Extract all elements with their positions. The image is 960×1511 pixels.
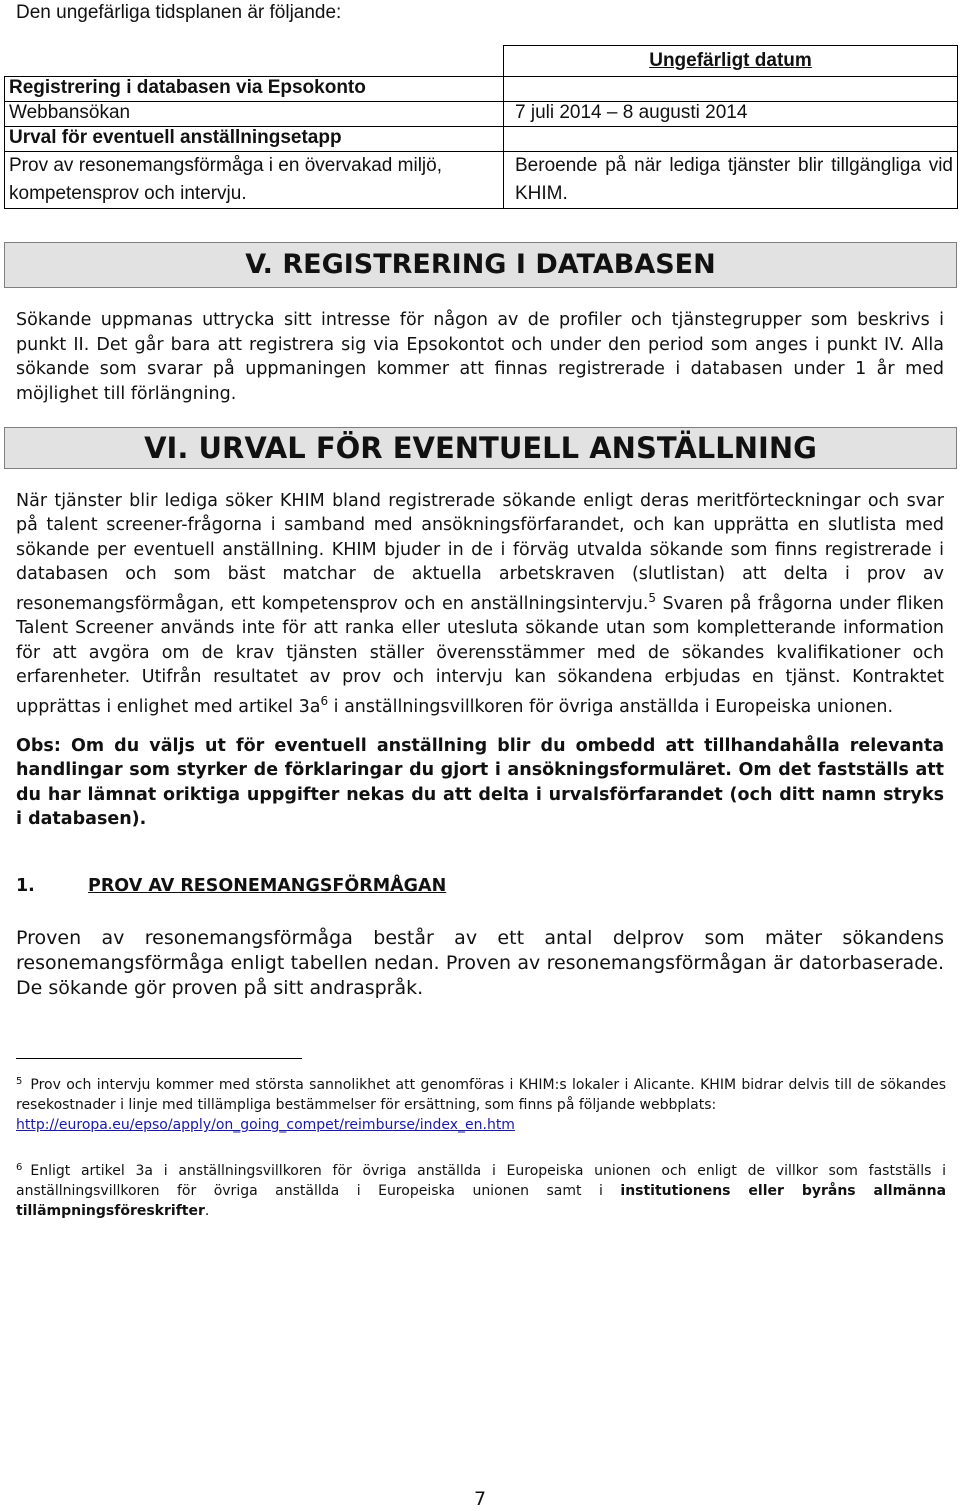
section-vi-text-part: i anställningsvillkoren för övriga anställda i Europeiska unionen. [328,697,894,718]
timeline-table [4,45,958,209]
subsection-heading [16,876,446,896]
timeline-header-row [5,46,958,77]
section-vi-text-part: När tjänster blir lediga söker KHIM bland registrerade sökande enligt deras meritförteckningar och svar på talent screener-frågorna i samband med ansökningsförfarandet, och kan upprätta en slutlista med sökande per eventuell anställning. KHIM bjuder in de i förväg utvalda sökande som finns registrerade i databasen och som bäst matchar de aktuella arbetskraven (slutlistan) att delta i prov av resonemangsförmågan, ett kompetensprov och en anställningsintervju. [16,491,944,615]
footnote-bold-text: institutionens eller byråns allmänna tillämpningsföreskrifter [16,1183,947,1219]
footnote-number: 6 [16,1162,23,1173]
subsection-text: Proven av resonemangsförmåga består av ett antal delprov som mäter sökandens resonemangsförmåga enligt tabellen nedan. Proven av resonemangsförmågan är datorbaserade. De sökande gör proven på sitt andraspråk. [16,927,944,999]
footnote-ref-5[interactable]: 5 [648,591,657,606]
page-number: 7 [473,1488,487,1510]
section-vi-heading: VI. URVAL FÖR EVENTUELL ANSTÄLLNING [4,427,957,469]
timeline-value: Beroende på när lediga tjänster blir tillgängliga vid KHIM. [504,152,958,209]
timeline-label: Urval för eventuell anställningsetapp [5,127,504,152]
intro-text: Den ungefärliga tidsplanen är följande: [16,2,342,23]
footnote-tail: . [204,1203,210,1219]
footnote-6 [16,1158,946,1221]
timeline-value: 7 juli 2014 – 8 augusti 2014 [504,102,958,127]
timeline-row [5,127,958,152]
footnote-5 [16,1072,946,1135]
section-vi-text-part: Svaren på frågorna under fliken Talent Screener används inte för att ranka eller utesluta sökande utan som kompletterande information för att avgöra om de krav tjänsten ställer överensstämmer med de sökandes kvalifikationer och erfarenheter. Utifrån resultatet av prov och intervju kan sökandena erbjudas en tjänst. Kontraktet upprättas i enlighet med artikel 3a [16,594,944,718]
timeline-value [504,77,958,102]
subsection-title: PROV AV RESONEMANGSFÖRMÅGAN [88,876,447,896]
footnote-divider [16,1058,302,1059]
timeline-row [5,77,958,102]
section-vi-text [16,489,944,720]
timeline-label: Prov av resonemangsförmåga i en övervakad miljö, kompetensprov och intervju. [5,152,504,209]
obs-note: Obs: Om du väljs ut för eventuell anställning blir du ombedd att tillhandahålla relevanta handlingar som styrker de förklaringar du gjort i ansökningsformuläret. Om det fastställs att du har lämnat oriktiga uppgifter nekas du att delta i urvalsförfarandet (och ditt namn stryks i databasen). [16,736,944,830]
footnote-text: Prov och intervju kommer med största sannolikhet att genomföras i KHIM:s lokaler i Alicante. KHIM bidrar delvis till de sökandes resekostnader i linje med tillämpliga bestämmelser för ersättning, som finns på följande webbplats: [16,1077,946,1113]
footnote-number: 5 [16,1076,23,1087]
timeline-label: Webbansökan [5,102,504,127]
timeline-label: Registrering i databasen via Epsokonto [5,77,504,102]
date-column-header: Ungefärligt datum [504,46,958,77]
footnote-text: Enligt artikel 3a i anställningsvillkoren för övriga anställda i Europeiska unionen och enligt de villkor som fastställs i anställningsvillkoren för övriga anställda i Europeiska unionen samt i [16,1163,946,1199]
timeline-value [504,127,958,152]
timeline-row [5,102,958,127]
section-v-text: Sökande uppmanas uttrycka sitt intresse för någon av de profiler och tjänstegrupper som beskrivs i punkt II. Det går bara att registrera sig via Epsokontot och under den period som anges i punkt IV. Alla sökande som svarar på uppmaningen kommer att finnas registrerade i databasen under 1 år med möjlighet till förlängning. [16,310,944,404]
timeline-row [5,152,958,209]
reimburse-link[interactable]: http://europa.eu/epso/apply/on_going_compet/reimburse/index_en.htm [16,1117,515,1133]
subsection-number: 1. [16,876,35,896]
footnote-ref-6[interactable]: 6 [320,694,329,709]
section-v-heading: V. REGISTRERING I DATABASEN [4,242,957,288]
